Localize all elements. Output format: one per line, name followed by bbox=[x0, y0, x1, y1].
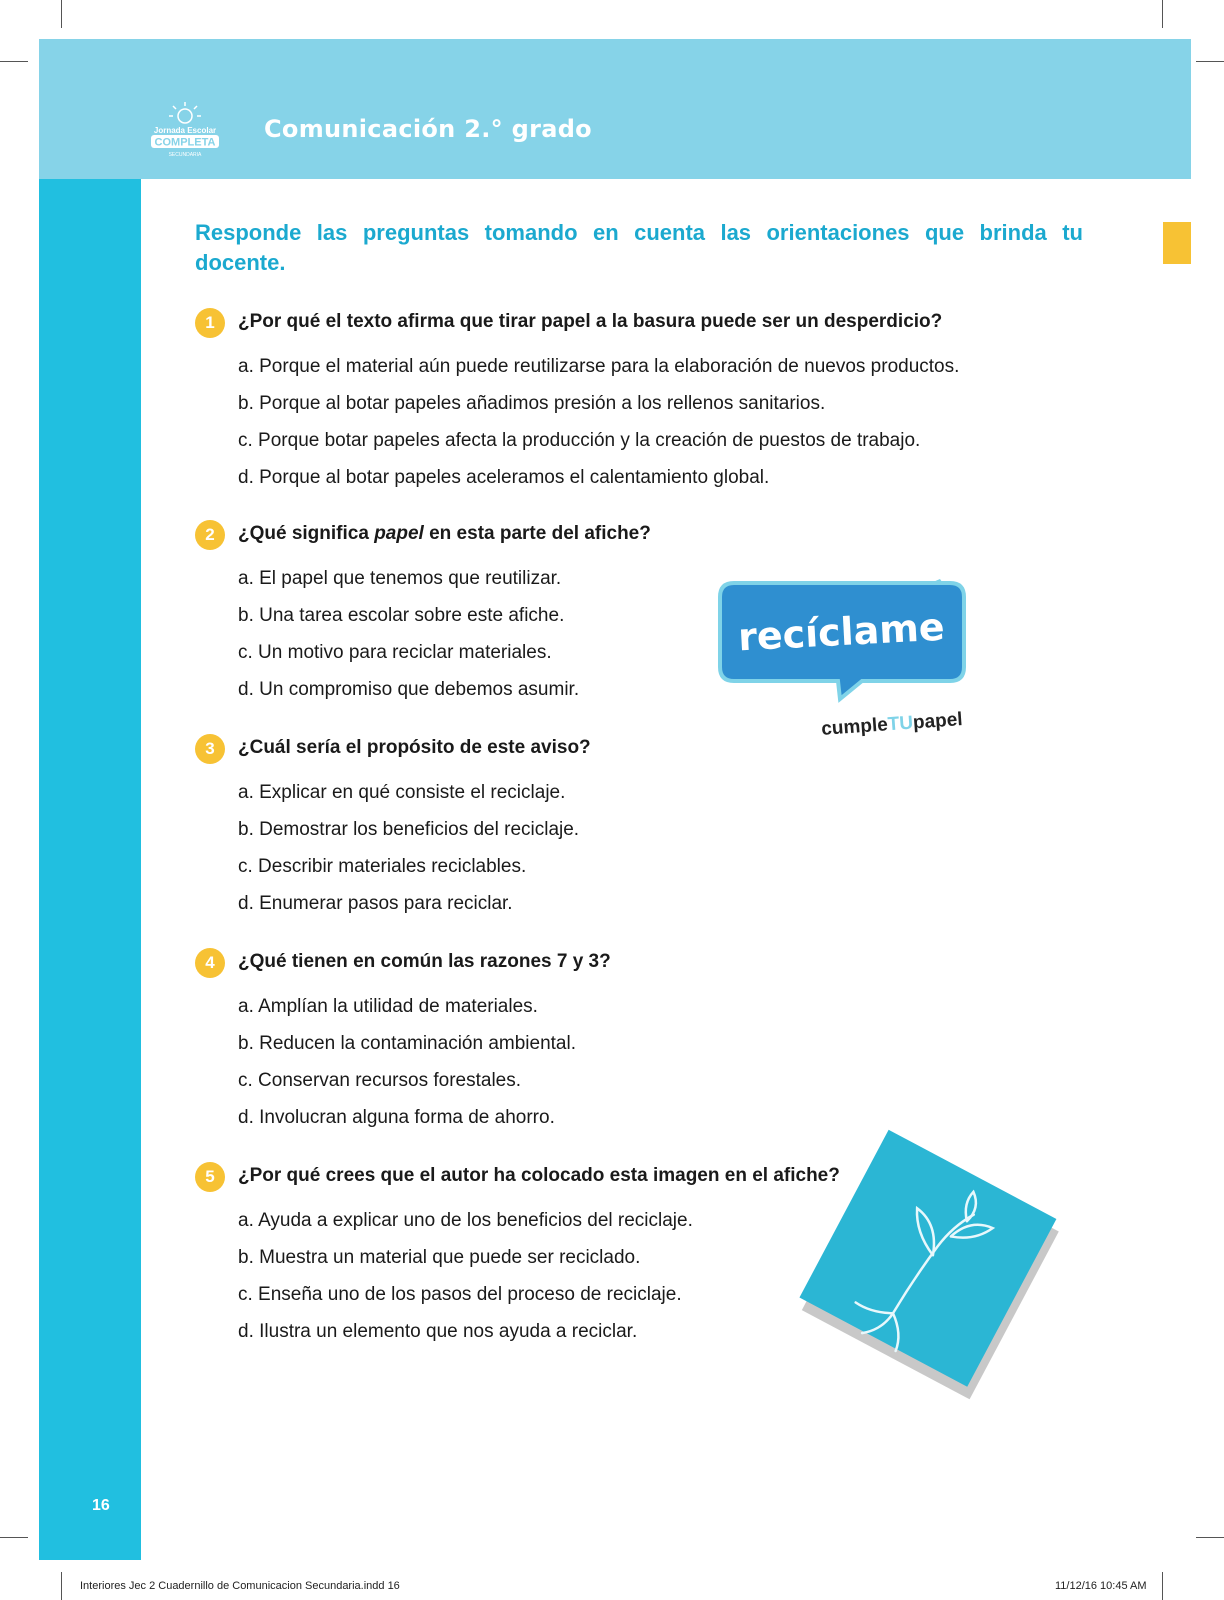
svg-text:cumpleTUpapel: cumpleTUpapel bbox=[820, 709, 964, 740]
footer-timestamp: 11/12/16 10:45 AM bbox=[1055, 1580, 1147, 1592]
question-text: ¿Cuál sería el propósito de este aviso? bbox=[238, 737, 591, 758]
sidebar-band bbox=[39, 179, 141, 1560]
seedling-card-image bbox=[790, 1125, 1070, 1405]
question-number-badge: 3 bbox=[195, 734, 225, 764]
option-a[interactable]: a. Ayuda a explicar uno de los beneficios del reciclaje. bbox=[238, 1210, 693, 1231]
section-tab bbox=[1163, 222, 1191, 264]
option-a[interactable]: a. Explicar en qué consiste el reciclaje. bbox=[238, 782, 566, 803]
svg-text:SECUNDARIA: SECUNDARIA bbox=[168, 152, 202, 158]
question-text bbox=[238, 523, 651, 545]
crop-mark bbox=[0, 61, 28, 62]
option-d[interactable]: d. Ilustra un elemento que nos ayuda a reciclar. bbox=[238, 1321, 638, 1342]
question-text: ¿Por qué crees que el autor ha colocado esta imagen en el afiche? bbox=[238, 1165, 840, 1186]
option-b[interactable]: b. Muestra un material que puede ser reciclado. bbox=[238, 1247, 641, 1268]
crop-mark bbox=[61, 1572, 62, 1600]
option-list bbox=[238, 356, 959, 504]
option-d[interactable]: d. Porque al botar papeles aceleramos el calentamiento global. bbox=[238, 467, 770, 488]
svg-text:COMPLETA: COMPLETA bbox=[154, 136, 216, 149]
footer-file-info: Interiores Jec 2 Cuadernillo de Comunicacion Secundaria.indd 16 bbox=[80, 1580, 400, 1592]
option-c[interactable]: c. Enseña uno de los pasos del proceso de reciclaje. bbox=[238, 1284, 682, 1305]
option-c[interactable]: c. Conservan recursos forestales. bbox=[238, 1070, 522, 1091]
question-text: ¿Qué tienen en común las razones 7 y 3? bbox=[238, 951, 611, 972]
option-list bbox=[238, 568, 579, 716]
reciclame-poster-image bbox=[712, 575, 992, 755]
option-a[interactable]: a. Porque el material aún puede reutilizarse para la elaboración de nuevos productos. bbox=[238, 356, 960, 377]
page-title: Comunicación 2.° grado bbox=[264, 115, 592, 143]
option-d[interactable]: d. Enumerar pasos para reciclar. bbox=[238, 893, 513, 914]
crop-mark bbox=[0, 1537, 28, 1538]
instructions-heading: Responde las preguntas tomando en cuenta las orientaciones que brinda tu docente. bbox=[195, 220, 1083, 275]
svg-text:Jornada Escolar: Jornada Escolar bbox=[153, 126, 217, 135]
svg-text:recíclame: recíclame bbox=[736, 604, 946, 660]
question-number-badge: 1 bbox=[195, 308, 225, 338]
crop-mark bbox=[1162, 0, 1163, 28]
option-c[interactable]: c. Porque botar papeles afecta la producción y la creación de puestos de trabajo. bbox=[238, 430, 921, 451]
crop-mark bbox=[1196, 1537, 1224, 1538]
option-list bbox=[238, 1210, 693, 1358]
crop-mark bbox=[61, 0, 62, 28]
option-d[interactable]: d. Un compromiso que debemos asumir. bbox=[238, 679, 580, 700]
option-c[interactable]: c. Un motivo para reciclar materiales. bbox=[238, 642, 552, 663]
crop-mark bbox=[1162, 1572, 1163, 1600]
question-text-italic: papel bbox=[374, 523, 424, 544]
option-b[interactable]: b. Demostrar los beneficios del reciclaje. bbox=[238, 819, 580, 840]
option-d[interactable]: d. Involucran alguna forma de ahorro. bbox=[238, 1107, 555, 1128]
option-b[interactable]: b. Reducen la contaminación ambiental. bbox=[238, 1033, 576, 1054]
question-text: ¿Por qué el texto afirma que tirar papel a la basura puede ser un desperdicio? bbox=[238, 311, 943, 332]
question-text-end: en esta parte del afiche? bbox=[423, 523, 651, 544]
option-a[interactable]: a. Amplían la utilidad de materiales. bbox=[238, 996, 538, 1017]
page-number: 16 bbox=[92, 1497, 110, 1514]
option-b[interactable]: b. Porque al botar papeles añadimos presión a los rellenos sanitarios. bbox=[238, 393, 826, 414]
question-number-badge: 2 bbox=[195, 520, 225, 550]
option-list bbox=[238, 782, 579, 930]
question-number-badge: 4 bbox=[195, 948, 225, 978]
question-text-start: ¿Qué significa bbox=[238, 523, 375, 544]
crop-mark bbox=[1196, 61, 1224, 62]
question-number-badge: 5 bbox=[195, 1162, 225, 1192]
option-a[interactable]: a. El papel que tenemos que reutilizar. bbox=[238, 568, 562, 589]
option-b[interactable]: b. Una tarea escolar sobre este afiche. bbox=[238, 605, 565, 626]
option-list bbox=[238, 996, 576, 1144]
jornada-escolar-logo bbox=[145, 100, 225, 160]
option-c[interactable]: c. Describir materiales reciclables. bbox=[238, 856, 527, 877]
